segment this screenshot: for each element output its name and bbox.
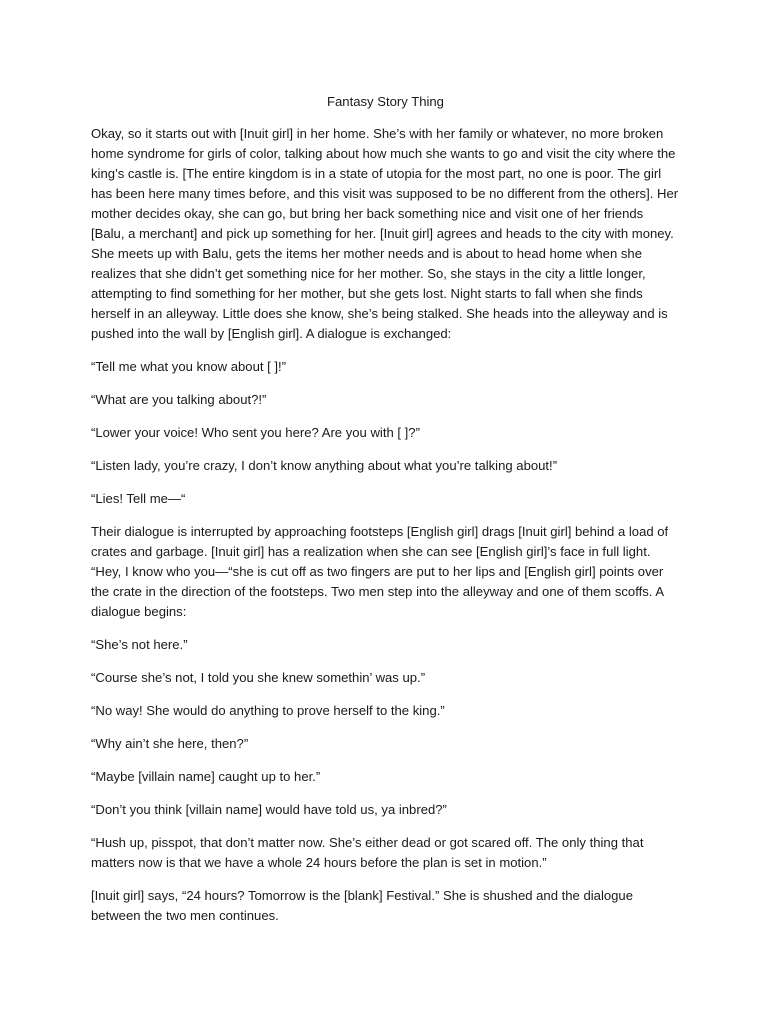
paragraph-9: “Course she’s not, I told you she knew somethin’ was up.” (91, 670, 426, 685)
paragraph-2: “Tell me what you know about [ ]!” (91, 359, 287, 374)
paragraph-14: “Hush up, pisspot, that don’t matter now. She’s either dead or got scared off. The only thing that matters now is that we have a whole 24 hours before the plan is set in motion.” (91, 835, 644, 870)
paragraph-7: Their dialogue is interrupted by approaching footsteps [English girl] drags [Inuit girl] behind a load of crates and garbage. [Inuit girl] has a realization when she can see [English girl]’s face in full light. “Hey, I know who you—“she is cut off as two fingers are put to her lips and [English girl] points over the crate in the direction of the footsteps. Two men step into the alleyway and one of them scoffs. A dialogue begins: (91, 524, 669, 619)
paragraph-12: “Maybe [villain name] caught up to her.” (91, 769, 321, 784)
paragraph-8: “She’s not here.” (91, 637, 188, 652)
paragraph-6: “Lies! Tell me—“ (91, 491, 186, 506)
document-body (91, 124, 680, 926)
paragraph-5: “Listen lady, you’re crazy, I don’t know anything about what you’re talking about!” (91, 458, 558, 473)
paragraph-11: “Why ain’t she here, then?” (91, 736, 249, 751)
paragraph-3: “What are you talking about?!” (91, 392, 267, 407)
paragraph-15: [Inuit girl] says, “24 hours? Tomorrow is the [blank] Festival.” She is shushed and the dialogue between the two men continues. (91, 888, 633, 923)
paragraph-1: Okay, so it starts out with [Inuit girl] in her home. She’s with her family or whatever, no more broken home syndrome for girls of color, talking about how much she wants to go and visit the city where the king’s castle is. [The entire kingdom is in a state of utopia for the most part, no one is poor. The girl has been here many times before, and this visit was supposed to be no different from the others]. Her mother decides okay, she can go, but bring her back something nice and visit one of her friends [Balu, a merchant] and pick up something for her. [Inuit girl] agrees and heads to the city with money. She meets up with Balu, gets the items her mother needs and is about to head home when she realizes that she didn’t get something nice for her mother. So, she stays in the city a little longer, attempting to find something for her mother, but she gets lost. Night starts to fall when she finds herself in an alleyway. Little does she know, she’s being stalked. She heads into the alleyway and is pushed into the wall by [English girl]. A dialogue is exchanged: (91, 126, 679, 341)
paragraph-4: “Lower your voice! Who sent you here? Are you with [ ]?” (91, 425, 420, 440)
paragraph-13: “Don’t you think [villain name] would have told us, ya inbred?” (91, 802, 447, 817)
paragraph-10: “No way! She would do anything to prove herself to the king.” (91, 703, 445, 718)
document-title: Fantasy Story Thing (327, 94, 444, 109)
